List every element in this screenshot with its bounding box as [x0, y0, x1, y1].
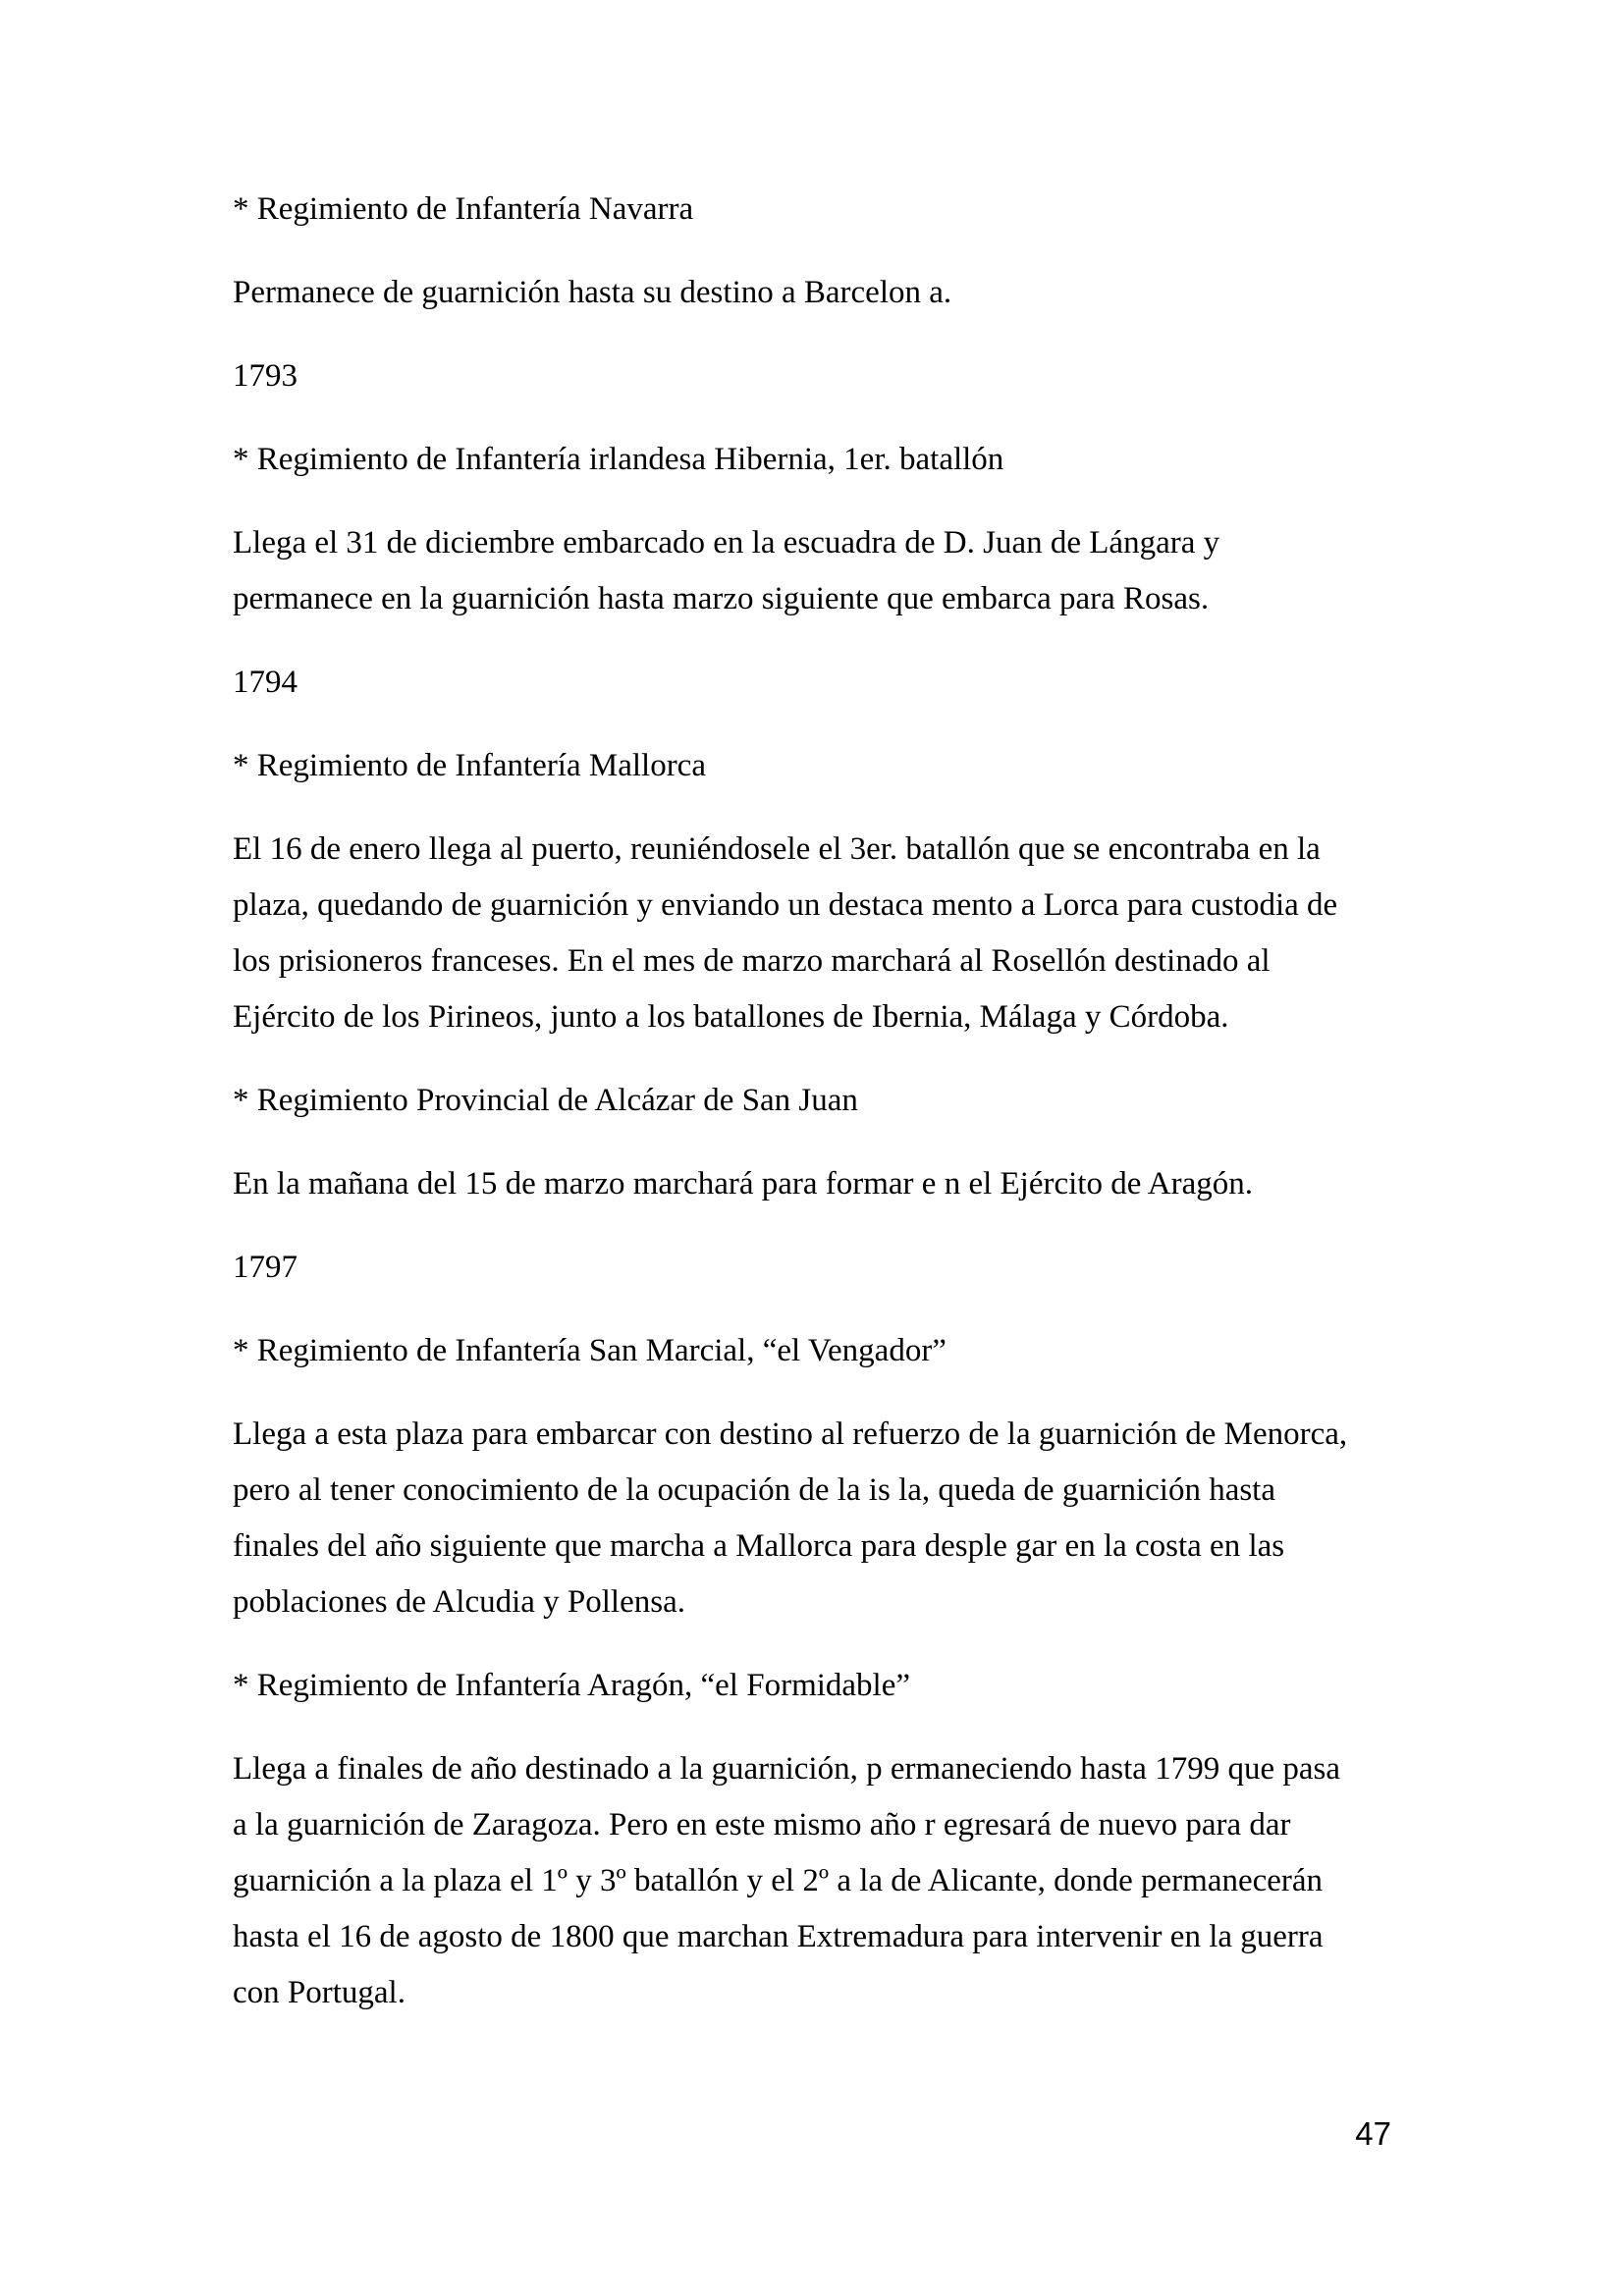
text-line: El 16 de enero llega al puerto, reuniéndosele el 3er. batallón que se encontraba en la	[233, 831, 1321, 867]
paragraph-block	[233, 1407, 1431, 1630]
text-line: Llega el 31 de diciembre embarcado en la escuadra de D. Juan de Lángara y	[233, 525, 1220, 561]
text-line: finales del año siguiente que marcha a Mallorca para desple gar en la costa en las	[233, 1528, 1285, 1564]
text-line: * Regimiento de Infantería Aragón, “el Formidable”	[233, 1668, 911, 1703]
text-line: * Regimiento Provincial de Alcázar de San Juan	[233, 1083, 858, 1118]
text-line: * Regimiento de Infantería irlandesa Hibernia, 1er. batallón	[233, 442, 1004, 477]
paragraph-block	[233, 822, 1431, 1045]
heading-block	[233, 432, 1431, 488]
year-block	[233, 1240, 1431, 1296]
text-line: Ejército de los Pirineos, junto a los batallones de Ibernia, Málaga y Córdoba.	[233, 999, 1229, 1035]
heading-block	[233, 182, 1431, 238]
text-line: pero al tener conocimiento de la ocupación de la is la, queda de guarnición hasta	[233, 1472, 1275, 1508]
text-line: Llega a esta plaza para embarcar con destino al refuerzo de la guarnición de Menorca,	[233, 1416, 1348, 1452]
paragraph-block	[233, 1156, 1431, 1212]
year-block	[233, 348, 1431, 404]
text-line: 1794	[233, 665, 298, 700]
text-line: hasta el 16 de agosto de 1800 que marchan Extremadura para intervenir en la guerra	[233, 1919, 1324, 1954]
text-line: guarnición a la plaza el 1º y 3º batallón y el 2º a la de Alicante, donde permanecerán	[233, 1863, 1324, 1898]
document-content	[233, 182, 1431, 2049]
text-line: con Portugal.	[233, 1975, 406, 2010]
text-line: * Regimiento de Infantería Navarra	[233, 191, 694, 227]
text-line: poblaciones de Alcudia y Pollensa.	[233, 1584, 685, 1620]
text-line: Permanece de guarnición hasta su destino a Barcelon a.	[233, 275, 952, 310]
heading-block	[233, 1658, 1431, 1714]
text-line: 1797	[233, 1250, 298, 1285]
page-number: 47	[1355, 2115, 1391, 2152]
text-line: * Regimiento de Infantería Mallorca	[233, 748, 706, 783]
paragraph-block	[233, 1741, 1431, 2021]
paragraph-block	[233, 515, 1431, 627]
heading-block	[233, 738, 1431, 794]
year-block	[233, 655, 1431, 711]
heading-block	[233, 1323, 1431, 1379]
paragraph-block	[233, 265, 1431, 321]
text-line: los prisioneros franceses. En el mes de marzo marchará al Rosellón destinado al	[233, 943, 1271, 979]
text-line: plaza, quedando de guarnición y enviando un destaca mento a Lorca para custodia de	[233, 887, 1338, 923]
text-line: En la mañana del 15 de marzo marchará para formar e n el Ejército de Aragón.	[233, 1166, 1254, 1201]
text-line: permanece en la guarnición hasta marzo siguiente que embarca para Rosas.	[233, 581, 1210, 616]
text-line: 1793	[233, 358, 298, 394]
text-line: a la guarnición de Zaragoza. Pero en este mismo año r egresará de nuevo para dar	[233, 1807, 1291, 1842]
text-line: * Regimiento de Infantería San Marcial, “el Vengador”	[233, 1333, 947, 1368]
heading-block	[233, 1073, 1431, 1129]
text-line: Llega a finales de año destinado a la guarnición, p ermaneciendo hasta 1799 que pasa	[233, 1751, 1340, 1787]
